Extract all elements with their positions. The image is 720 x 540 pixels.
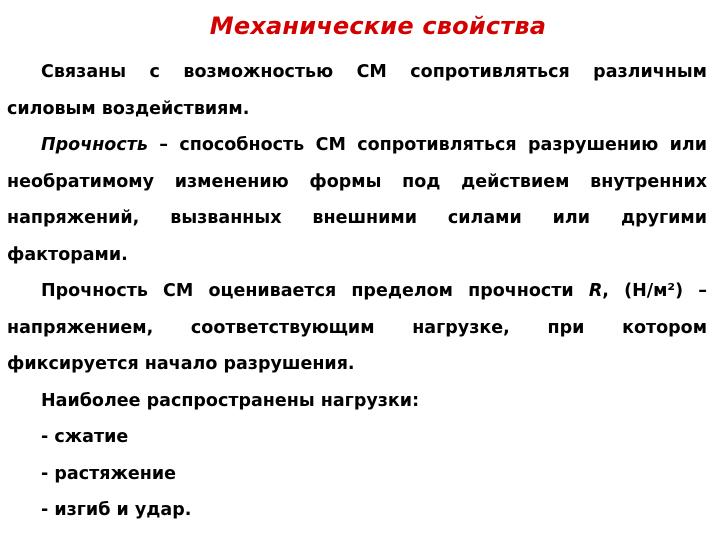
- load-item-compression: - сжатие: [41, 427, 129, 447]
- strength-definition-paragraph: [7, 127, 707, 273]
- strength-measure-lead: Прочность СМ оценивается пределом прочности: [41, 281, 589, 301]
- strength-term: Прочность: [41, 135, 148, 155]
- strength-measure-text: , (Н/м²) – напряжением, соответствующим нагрузке, при котором фиксируется начало разрушения.: [7, 281, 707, 374]
- strength-definition-text: – способность СМ сопротивляться разрушению или необратимому изменению формы под действием внутренних напряжений, вызванных внешними силами или другими факторами.: [7, 135, 707, 265]
- load-item-tension: - растяжение: [41, 463, 176, 484]
- slide-title: Механические свойства: [209, 12, 547, 40]
- intro-paragraph: Связаны с возможностью СМ сопротивляться различным силовым воздействиям.: [7, 62, 707, 119]
- strength-symbol: R: [588, 281, 603, 301]
- load-item-bending-impact: - изгиб и удар.: [41, 500, 192, 520]
- strength-measure-paragraph: [7, 273, 707, 383]
- loads-heading: Наиболее распространены нагрузки:: [41, 390, 420, 411]
- slide-body: [7, 54, 707, 529]
